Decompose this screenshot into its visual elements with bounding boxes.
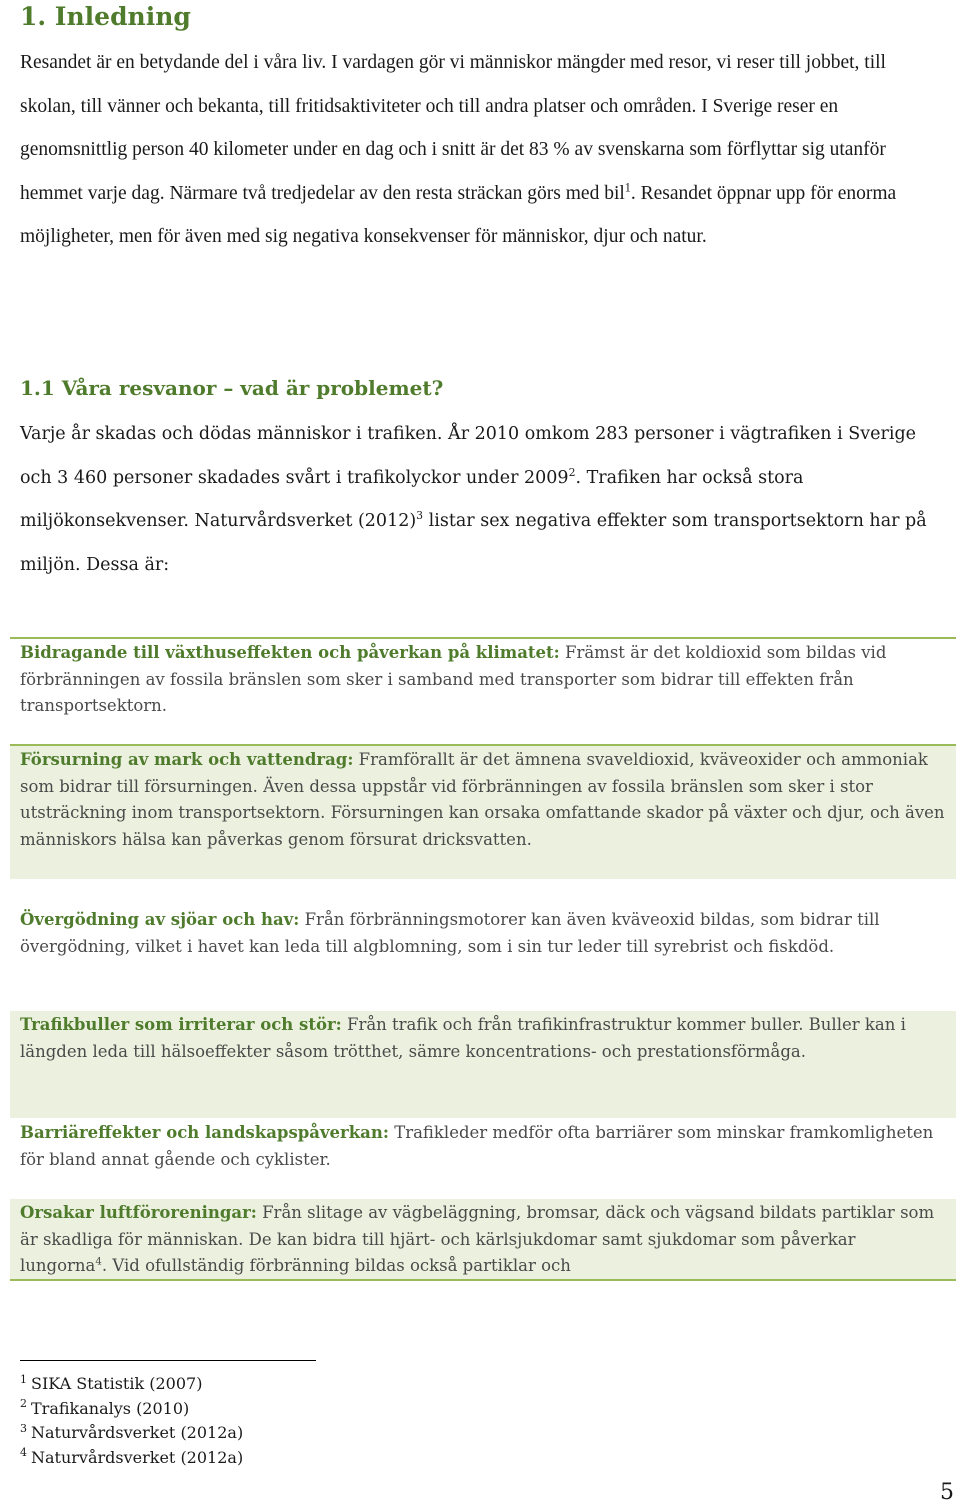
footnote-number: 2 xyxy=(20,1397,27,1411)
footnote-number: 3 xyxy=(20,1421,27,1435)
problem-paragraph xyxy=(20,413,945,587)
footnote-item xyxy=(20,1421,243,1446)
problem-text-a: Varje år skadas och dödas människor i trafiken. År 2010 omkom 283 personer i vägtrafiken i Sverige och 3 460 personer skadades svårt i trafikolyckor under 2009 xyxy=(20,424,917,488)
effect-text-b: . Vid ofullständig förbränning bildas också partiklar och xyxy=(101,1256,571,1275)
footnote-ref-4[interactable]: 4 xyxy=(95,1256,102,1268)
effect-lead: Barriäreffekter och landskapspåverkan: xyxy=(20,1123,389,1142)
problem-text-b: . Trafiken har också stora miljökonsekvenser. Naturvårdsverket (2012) xyxy=(20,467,804,531)
effect-lead: Trafikbuller som irriterar och stör: xyxy=(20,1015,342,1034)
effect-text: Framförallt är det ämnena svaveldioxid, kväveoxider och ammoniak som bidrar till försurningen. Även dessa uppstår vid förbränningen av fossila bränslen som sker i stor utsträckning inom transportsektorn. Försurningen kan orsaka omfattande skador på växter och djur, och även människors hälsa kan påverkas genom försurat dricksvatten. xyxy=(20,750,945,849)
footnote-ref-2[interactable]: 2 xyxy=(568,465,576,479)
effect-lead: Försurning av mark och vattendrag: xyxy=(20,750,354,769)
effect-lead: Orsakar luftföroreningar: xyxy=(20,1203,257,1222)
footnote-number: 1 xyxy=(20,1372,27,1386)
effect-text: Trafikleder medför ofta barriärer som minskar framkomligheten för bland annat gående och cyklister. xyxy=(20,1123,934,1169)
effect-lead: Bidragande till växthuseffekten och påverkan på klimatet: xyxy=(20,643,560,662)
effect-box-climate xyxy=(10,637,956,743)
effect-text-a: Från slitage av vägbeläggning, bromsar, däck och vägsand bildats partiklar som är skadliga för människan. De kan bidra till hjärt- och kärlsjukdomar samt sjukdomar som påverkar lungorna xyxy=(20,1203,935,1275)
problem-text-c: listar sex negativa effekter som transportsektorn har på miljön. Dessa är: xyxy=(20,511,927,575)
footnote-item xyxy=(20,1397,243,1422)
effect-box-acidification xyxy=(10,744,956,879)
subsection-heading: 1.1 Våra resvanor – vad är problemet? xyxy=(20,376,444,400)
footnote-item xyxy=(20,1446,243,1471)
footnote-item xyxy=(20,1372,243,1397)
footnote-divider xyxy=(20,1360,316,1361)
page-number: 5 xyxy=(940,1480,954,1505)
footnote-ref-1[interactable]: 1 xyxy=(624,180,631,194)
footnote-number: 4 xyxy=(20,1446,27,1460)
effect-box-noise xyxy=(10,1011,956,1118)
effect-box-barrier xyxy=(10,1119,956,1199)
effect-text: Från förbränningsmotorer kan även kväveoxid bildas, som bidrar till övergödning, vilket i havet kan leda till algblomning, som i sin tur leder till syrebrist och fiskdöd. xyxy=(20,910,880,956)
footnote-text: Naturvårdsverket (2012a) xyxy=(31,1447,244,1467)
intro-text-b: . Resandet öppnar upp för enorma möjligheter, men för även med sig negativa konsekvenser för människor, djur och natur. xyxy=(20,182,897,247)
footnote-text: SIKA Statistik (2007) xyxy=(31,1374,203,1393)
effect-text: Främst är det koldioxid som bildas vid förbränningen av fossila bränslen som sker i samband med transporter som bidrar till effekten från transportsektorn. xyxy=(20,643,887,715)
intro-text-a: Resandet är en betydande del i våra liv. I vardagen gör vi människor mängder med resor, vi reser till jobbet, till skolan, till vänner och bekanta, till fritidsaktiviteter och till andra platser och områden. I Sverige reser en genomsnittlig person 40 kilometer under en dag och i snitt är det 83 % av svenskarna som förflyttar sig utanför hemmet varje dag. Närmare två tredjedelar av den resta sträckan görs med bil xyxy=(20,52,886,204)
footnote-ref-3[interactable]: 3 xyxy=(416,509,424,523)
effect-lead: Övergödning av sjöar och hav: xyxy=(20,910,300,929)
footnote-text: Naturvårdsverket (2012a) xyxy=(31,1423,244,1442)
footnote-text: Trafikanalys (2010) xyxy=(31,1398,190,1418)
footnotes xyxy=(20,1372,243,1470)
effect-text: Från trafik och från trafikinfrastruktur kommer buller. Buller kan i längden leda till hälsoeffekter såsom trötthet, sämre koncentrations- och prestationsförmåga. xyxy=(20,1015,906,1061)
effect-box-eutrophication xyxy=(10,906,956,1006)
section-heading: 1. Inledning xyxy=(20,2,191,31)
intro-paragraph xyxy=(20,41,945,259)
effect-box-air-pollution xyxy=(10,1199,956,1281)
